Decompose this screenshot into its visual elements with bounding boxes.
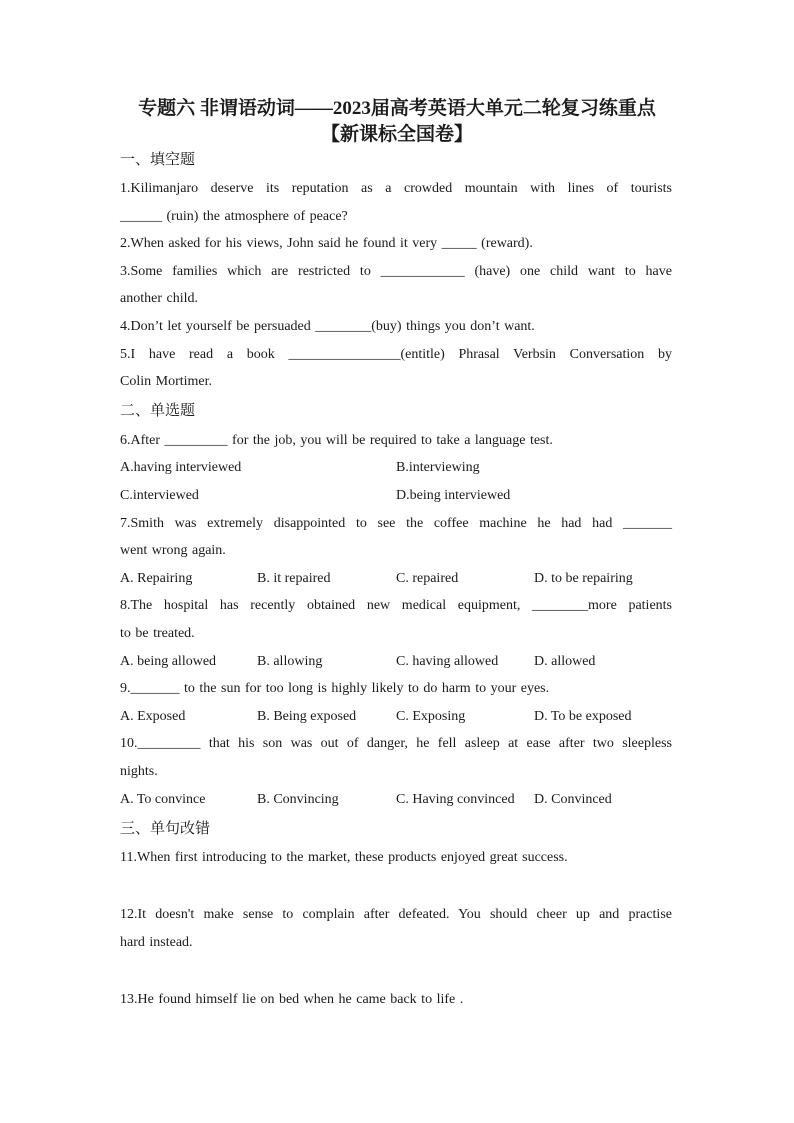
question-4-line-1: 4.Don’t let yourself be persuaded ________(buy) things you don’t want. xyxy=(120,319,535,334)
section-heading-correction: 三、单句改错 xyxy=(120,819,211,837)
question-6-option-b[interactable]: B.interviewing xyxy=(396,460,480,475)
question-5-line-2: Colin Mortimer. xyxy=(120,374,212,389)
question-1-line-2: ______ (ruin) the atmosphere of peace? xyxy=(120,209,348,224)
question-11-line-1: 11.When first introducing to the market, these products enjoyed great success. xyxy=(120,850,568,865)
question-8-option-b[interactable]: B. allowing xyxy=(257,654,323,669)
question-7-stem-line-2: went wrong again. xyxy=(120,543,226,558)
question-10-option-d[interactable]: D. Convinced xyxy=(534,792,612,807)
section-heading-single-choice: 二、单选题 xyxy=(120,401,196,419)
question-10-option-c[interactable]: C. Having convinced xyxy=(396,792,515,807)
question-12-line-2: hard instead. xyxy=(120,935,193,950)
question-9-option-d[interactable]: D. To be exposed xyxy=(534,709,632,724)
question-3-line-1: 3.Some families which are restricted to ____________ (have) one child want to have xyxy=(120,264,672,279)
question-10-option-a[interactable]: A. To convince xyxy=(120,792,206,807)
question-6-option-c[interactable]: C.interviewed xyxy=(120,488,199,503)
question-8-option-a[interactable]: A. being allowed xyxy=(120,654,217,669)
question-8-option-d[interactable]: D. allowed xyxy=(534,654,596,669)
question-1-line-1: 1.Kilimanjaro deserve its reputation as a crowded mountain with lines of tourists xyxy=(120,181,672,196)
question-7-option-a[interactable]: A. Repairing xyxy=(120,571,193,586)
question-7-option-d[interactable]: D. to be repairing xyxy=(534,571,633,586)
question-7-stem-line-1: 7.Smith was extremely disappointed to see the coffee machine he had had _______ xyxy=(120,516,672,531)
question-9-option-c[interactable]: C. Exposing xyxy=(396,709,466,724)
section-heading-fill-blank: 一、填空题 xyxy=(120,150,196,168)
question-12-line-1: 12.It doesn't make sense to complain after defeated. You should cheer up and practise xyxy=(120,907,672,922)
question-8-option-c[interactable]: C. having allowed xyxy=(396,654,499,669)
question-13-line-1: 13.He found himself lie on bed when he came back to life . xyxy=(120,992,464,1007)
page-title: 专题六 非谓语动词——2023届高考英语大单元二轮复习练重点 xyxy=(138,98,656,119)
question-7-option-c[interactable]: C. repaired xyxy=(396,571,459,586)
question-6-option-a[interactable]: A.having interviewed xyxy=(120,460,242,475)
question-6-stem: 6.After _________ for the job, you will be required to take a language test. xyxy=(120,433,553,448)
question-10-stem-line-2: nights. xyxy=(120,764,158,779)
question-2-line-1: 2.When asked for his views, John said he found it very _____ (reward). xyxy=(120,236,533,251)
question-10-option-b[interactable]: B. Convincing xyxy=(257,792,339,807)
question-3-line-2: another child. xyxy=(120,291,198,306)
question-5-line-1: 5.I have read a book ________________(entitle) Phrasal Verbsin Conversation by xyxy=(120,347,672,362)
question-8-stem-line-1: 8.The hospital has recently obtained new medical equipment, ________more patients xyxy=(120,598,672,613)
page-subtitle: 【新课标全国卷】 xyxy=(320,124,473,145)
question-6-option-d[interactable]: D.being interviewed xyxy=(396,488,511,503)
question-9-option-b[interactable]: B. Being exposed xyxy=(257,709,357,724)
question-7-option-b[interactable]: B. it repaired xyxy=(257,571,331,586)
question-10-stem-line-1: 10._________ that his son was out of danger, he fell asleep at ease after two sleepless xyxy=(120,736,672,751)
question-9-option-a[interactable]: A. Exposed xyxy=(120,709,186,724)
question-9-stem: 9._______ to the sun for too long is highly likely to do harm to your eyes. xyxy=(120,681,550,696)
question-8-stem-line-2: to be treated. xyxy=(120,626,195,641)
